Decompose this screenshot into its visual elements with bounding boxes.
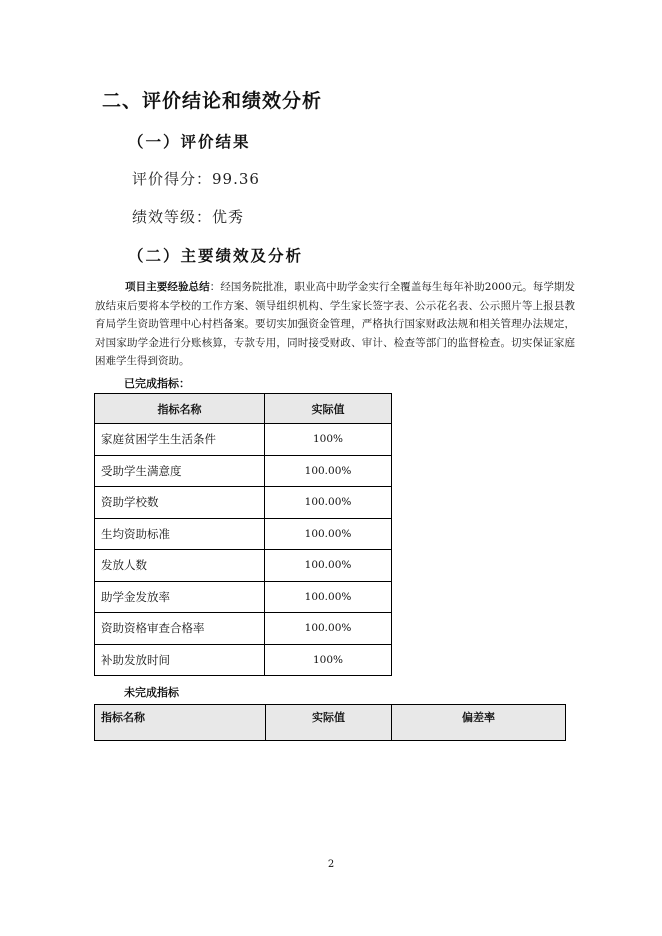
header-deviation-rate: 偏差率 [392,705,566,741]
table-row [95,424,392,456]
table-header-row [95,394,392,424]
table-row [95,518,392,550]
header-actual-value: 实际值 [266,705,392,741]
indicator-name-cell: 发放人数 [95,550,265,582]
actual-value-cell: 100% [265,424,392,456]
completed-label: 已完成指标： [124,377,190,390]
table-row [95,455,392,487]
header-indicator-name: 指标名称 [95,394,265,424]
subsection-title-analysis: （二）主要绩效及分析 [128,247,304,265]
indicator-name-cell: 资助资格审查合格率 [95,613,265,645]
completed-indicators-table [94,393,392,676]
summary-colon: ： [209,281,221,293]
actual-value-cell: 100.00% [265,550,392,582]
table-header-row [95,705,566,741]
table-row [95,487,392,519]
header-actual-value: 实际值 [265,394,392,424]
actual-value-cell: 100.00% [265,487,392,519]
page-number: 2 [327,859,335,870]
summary-lead: 项目主要经验总结 [125,281,210,293]
subsection-title-results: （一）评价结果 [128,133,251,151]
indicator-name-cell: 补助发放时间 [95,644,265,676]
incomplete-label: 未完成指标 [124,686,179,699]
section-title: 二、评价结论和绩效分析 [102,90,323,112]
grade-line: 绩效等级：优秀 [132,208,245,226]
actual-value-cell: 100.00% [265,455,392,487]
actual-value-cell: 100.00% [265,518,392,550]
actual-value-cell: 100.00% [265,581,392,613]
score-line: 评价得分：99.36 [132,170,260,188]
table-row [95,644,392,676]
indicator-name-cell: 资助学校数 [95,487,265,519]
actual-value-cell: 100.00% [265,613,392,645]
indicator-name-cell: 助学金发放率 [95,581,265,613]
table-row [95,581,392,613]
table-row [95,550,392,582]
actual-value-cell: 100% [265,644,392,676]
indicator-name-cell: 受助学生满意度 [95,455,265,487]
table-row [95,613,392,645]
summary-text: 经国务院批准，职业高中助学金实行全覆盖每生每年补助2000元。每学期发放结束后要将本学校的工作方案、领导组织机构、学生家长签字表、公示花名表、公示照片等上报县教育局学生资助管理中心村档备案。要切实加强资金管理，严格执行国家财政法规和相关管理办法规定，对国家助学金进行分账核算，专款专用，同时接受财政、审计、检查等部门的监督检查。切实保证家庭困难学生得到资助。 [95,281,576,367]
header-indicator-name: 指标名称 [95,705,266,741]
indicator-name-cell: 生均资助标准 [95,518,265,550]
incomplete-indicators-table [94,704,566,741]
summary-paragraph [95,278,575,371]
indicator-name-cell: 家庭贫困学生生活条件 [95,424,265,456]
